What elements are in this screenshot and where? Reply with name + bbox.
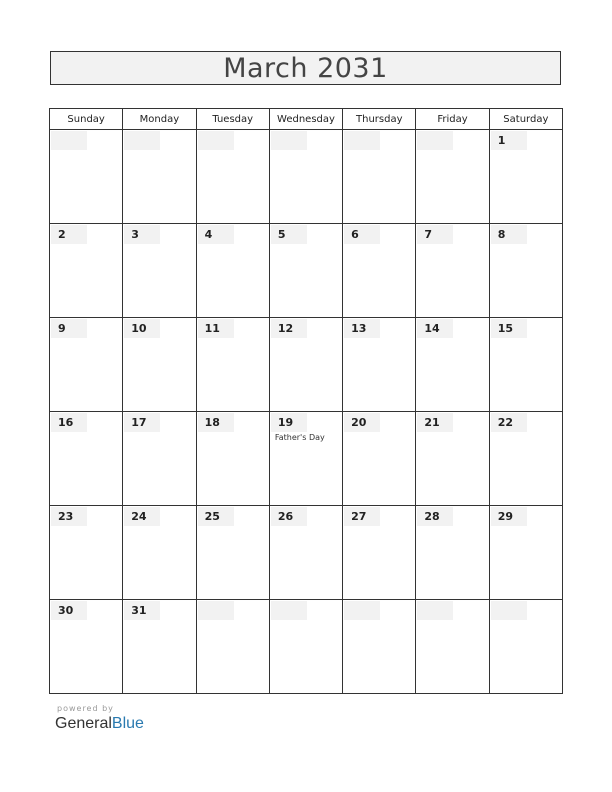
empty-day-cell [196,600,269,694]
day-number [271,601,307,620]
day-number: 20 [344,413,380,432]
weekday-wednesday: Wednesday [269,109,342,130]
brand-blue: Blue [111,715,144,732]
weekday-tuesday: Tuesday [196,109,269,130]
day-number: 7 [417,225,453,244]
day-cell-10[interactable] [123,318,196,412]
day-number: 18 [198,413,234,432]
day-number: 16 [51,413,87,432]
day-number: 26 [271,507,307,526]
day-cell-2[interactable] [50,224,123,318]
day-cell-19[interactable] [269,412,342,506]
day-number: 15 [491,319,527,338]
day-number [417,601,453,620]
week-row [50,600,563,694]
powered-by-text: powered by [57,704,114,713]
day-number [344,131,380,150]
day-number: 30 [51,601,87,620]
day-number: 4 [198,225,234,244]
day-number: 29 [491,507,527,526]
day-cell-29[interactable] [489,506,562,600]
empty-day-cell [196,130,269,224]
day-number: 25 [198,507,234,526]
day-number: 12 [271,319,307,338]
day-cell-4[interactable] [196,224,269,318]
day-cell-22[interactable] [489,412,562,506]
empty-day-cell [489,600,562,694]
weekday-sunday: Sunday [50,109,123,130]
empty-day-cell [269,130,342,224]
day-number: 6 [344,225,380,244]
empty-day-cell [416,600,489,694]
day-cell-28[interactable] [416,506,489,600]
day-cell-31[interactable] [123,600,196,694]
day-cell-11[interactable] [196,318,269,412]
day-number: 9 [51,319,87,338]
day-number [417,131,453,150]
empty-day-cell [343,130,416,224]
day-cell-3[interactable] [123,224,196,318]
week-row [50,412,563,506]
day-cell-15[interactable] [489,318,562,412]
empty-day-cell [269,600,342,694]
day-cell-9[interactable] [50,318,123,412]
day-number [344,601,380,620]
day-number [491,601,527,620]
day-number: 11 [198,319,234,338]
day-cell-1[interactable] [489,130,562,224]
calendar-grid [49,108,563,694]
day-number: 17 [124,413,160,432]
day-cell-5[interactable] [269,224,342,318]
day-number: 28 [417,507,453,526]
empty-day-cell [123,130,196,224]
weekday-saturday: Saturday [489,109,562,130]
day-cell-7[interactable] [416,224,489,318]
day-cell-20[interactable] [343,412,416,506]
day-number: 24 [124,507,160,526]
weekday-monday: Monday [123,109,196,130]
day-number: 8 [491,225,527,244]
day-number: 3 [124,225,160,244]
day-cell-23[interactable] [50,506,123,600]
day-number [124,131,160,150]
weekday-thursday: Thursday [343,109,416,130]
day-number [198,131,234,150]
day-number: 10 [124,319,160,338]
day-number [271,131,307,150]
title-box [50,51,561,85]
day-cell-18[interactable] [196,412,269,506]
day-cell-8[interactable] [489,224,562,318]
day-cell-30[interactable] [50,600,123,694]
week-row [50,318,563,412]
day-cell-16[interactable] [50,412,123,506]
day-cell-6[interactable] [343,224,416,318]
day-number: 22 [491,413,527,432]
day-cell-27[interactable] [343,506,416,600]
empty-day-cell [50,130,123,224]
day-number: 19 [271,413,307,432]
day-number [198,601,234,620]
day-number: 14 [417,319,453,338]
day-cell-26[interactable] [269,506,342,600]
week-row [50,224,563,318]
week-row [50,130,563,224]
day-cell-12[interactable] [269,318,342,412]
day-number: 27 [344,507,380,526]
day-number: 1 [491,131,527,150]
holiday-label: Father's Day [274,433,325,442]
calendar-title: March 2031 [223,52,388,84]
day-number: 2 [51,225,87,244]
weekday-friday: Friday [416,109,489,130]
day-cell-14[interactable] [416,318,489,412]
day-cell-13[interactable] [343,318,416,412]
day-number: 23 [51,507,87,526]
brand-general: General [55,715,112,732]
day-number: 13 [344,319,380,338]
calendar-body [50,130,563,694]
week-row [50,506,563,600]
empty-day-cell [416,130,489,224]
generalblue-logo[interactable] [55,715,144,733]
weekday-header-row [50,109,563,130]
day-number: 5 [271,225,307,244]
day-number: 31 [124,601,160,620]
day-cell-25[interactable] [196,506,269,600]
day-number: 21 [417,413,453,432]
empty-day-cell [343,600,416,694]
day-cell-24[interactable] [123,506,196,600]
day-number [51,131,87,150]
day-cell-17[interactable] [123,412,196,506]
day-cell-21[interactable] [416,412,489,506]
